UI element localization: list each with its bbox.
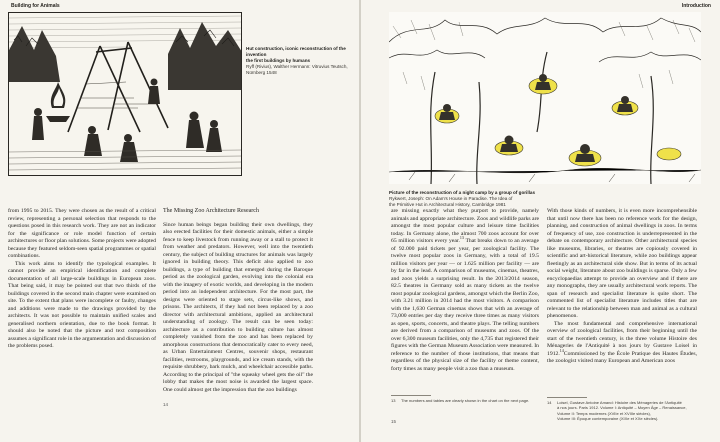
footnote-text: The numbers and tables are clearly shown in the chart on the next page.	[401, 398, 530, 403]
running-head-right: Introduction	[681, 3, 711, 9]
caption-credit-line2: the Primitive Hut in Architectural History, Cambridge 1981	[389, 201, 506, 207]
caption-title: Picture of the reconstruction of a night camp by a group of gorillas	[389, 190, 535, 195]
caption-credit-line1: Rykwert, Joseph: On Adam's House in Paradise. The Idea of	[389, 195, 513, 201]
right-column-1	[391, 208, 539, 373]
paragraph-text: are missing exactly what they purport to provide, namely animals and appropriate architecture. Zoos and wildlife parks are amongst the most popular culture and leisure time facilities today. In Germany alone, the almost 700 zoos account for over 65 million visitors every year.	[391, 208, 539, 244]
paragraph-text: The most fundamental and comprehensive international overview of zoological facilities, from their beginning until the start of the twentieth century, is the three volume Histoire des Ménageries de l'Antiquité à nos jours by Gustave Loisel in 1912.	[547, 320, 697, 357]
left-column-1	[8, 208, 156, 351]
figure-caption-left	[246, 46, 351, 76]
page-number-left: 14	[163, 402, 169, 407]
woodcut-hut-construction-image	[8, 12, 242, 176]
paragraph: Since human beings began building their own dwellings, they also erected facilities for their domestic animals, either a simple fence to keep livestock from running away or a stall to protect it from weather and predators. However, well into the twentieth century, the subject of building structures for animals was largely ignored in building theory. This deficit also applied to zoo buildings, a type of building that emerged during the Baroque period as the zoological garden, evolving into the colonial era with the imagery of exotic worlds, and developing in the modern period into an independent architecture. For the most part, the designs were oriented to stage sets, circus-like shows, and prisons. The architects, if they had not been replaced by a zoo director with architectural ambitions, applied an architectural understanding of zoology. The result can be seen today: architecture as a contribution to building culture has almost completely vanished from the zoo and has been replaced by amorphous constructions that democratically cater to every need, as Urban Entertainment Centres, souvenir shops, restaurant facilities, restrooms, playgrounds, and ice cream stands, with the requisite shrubbery, bark mulch, and wheelchair accessible paths. According to the principal of "the squeaky wheel gets the oil" the lobby that makes the most noise is awarded the largest space. One could almost get the impression that the zoo buildings	[163, 221, 313, 393]
right-page	[361, 0, 720, 442]
paragraph	[547, 321, 697, 366]
paragraph-text: That breaks down to an average of 92.000 paid tickets per year, per zoological facility. The twelve most popular zoos in Germany, with a total of 19.5 million visitors per year — or 1.625 million per facility — are by far in the lead. A comparison of museums, cinemas, theatres, and zoos yields a surprising result. In the 2013/2014 season, 82.5 theatres in Germany sold as many tickets as the twelve most popular zoological gardens, amongst which the Berlin Zoo, with 3.21 million in 2014 had the most visitors. A comparison with the 1,630 German cinemas shows that with an average of 73,000 entries per day they receive three times as many visitors as open, sports, concerts, and theatre plays. The telling numbers are derived from a comparison of museums and zoos. Of the over 6,300 museum facilities, only the 4,735 that registered their figures with the German Museum Association were measured. In reference to the number of those institutions, that means that regardless of the physical size of the facility or theme content, forty times as many people visit a zoo than a museum.	[391, 238, 539, 372]
paragraph: With those kinds of numbers, it is even more incomprehensible that until now there has been no reference work for the design, planning, and construction of animal dwellings in zoos. In terms of frequency of use, zoo construction is underrepresented in the debate on contemporary architecture. Other architectural species like museums, libraries, or theatres are copiously covered in scientific and art-historical literature, while zoo buildings appear fleetingly as an architectural side show. But in terms of its actual social weight, literature about zoo buildings is sparse. Only a few encyclopaedias attempt to provide an overview and if there are any monographs, they are usually architectural work reports. The span of research and specialist literature is quite short. The commented list of specialist literature includes titles that are relevant to the relationship between man and animal as a cultural phenomenon.	[547, 208, 697, 319]
footnote-rule	[547, 397, 587, 398]
caption-title-line2: the first buildings by humans	[246, 57, 311, 63]
paragraph: from 1995 to 2015. They were chosen as the result of a critical review, representing a personal selection that responds to the questions posed in this research work. They are not an indicator for the significance or role model function of certain architectures or floor plan solutions. Some projects were adopted because they featured seldom-seen spatial programmes or spatial combinations.	[8, 208, 156, 259]
footnote-rule	[391, 395, 431, 396]
section-heading: The Missing Zoo Architecture Research	[163, 208, 259, 214]
footnote-ref[interactable]: 14	[559, 347, 564, 353]
left-column-2	[163, 208, 313, 394]
caption-title: Hut construction, iconic reconstruction of the invention	[246, 46, 346, 57]
left-page	[0, 0, 359, 442]
paragraph	[391, 208, 539, 373]
footnote-number: 13	[391, 398, 396, 403]
gorilla-night-camp-image	[389, 12, 701, 184]
footnote-14	[547, 400, 697, 422]
paragraph-text: Commissioned by the École Pratique des Hautes Études, the zoologist visited many European and American zoos	[547, 350, 697, 364]
footnote-text: Loisel, Gustave Antoine Amand: Histoire des Ménageries de l'Antiquité	[557, 400, 682, 405]
footnote-line: Volume II: Temps modernes (XVIIe et XVIIIe siècles),	[557, 410, 651, 416]
caption-credit: Ryff (Rivius), Walther Hermann: Vitruvius Teutsch, Nürnberg 1548	[246, 63, 348, 75]
paragraph: This work aims to identify the typological examples. It cannot provide an empirical identification and complete documentation of all large-scale buildings in European zoos. That being said, it may be pointed out that two thirds of the buildings covered in the second main chapter were examined on site. To the extent that plans were incomplete or faulty, changes and additions were made to the drawings provided by the architects. It was not possible to maintain unified scales and generalised northern orientation, due to the book format. It should also be noted that the picture and text composition assumes a significant role in the argumentation and discussion of the problems posed.	[8, 260, 156, 349]
running-head-left: Building for Animals	[11, 3, 60, 9]
footnote-13	[391, 398, 541, 403]
page-number-right: 15	[391, 419, 397, 424]
footnote-ref[interactable]: 13	[459, 235, 464, 241]
footnote-line: à nos jours. Paris 1912. Volume I: Antiquité – Moyen Âge – Renaissance,	[557, 405, 687, 411]
footnote-line: Volume III: Époque contemporaine (XIXe et XXe siècles).	[557, 416, 659, 422]
figure-caption-right	[389, 190, 689, 208]
right-column-2	[547, 208, 697, 366]
footnote-number: 14	[547, 400, 552, 405]
